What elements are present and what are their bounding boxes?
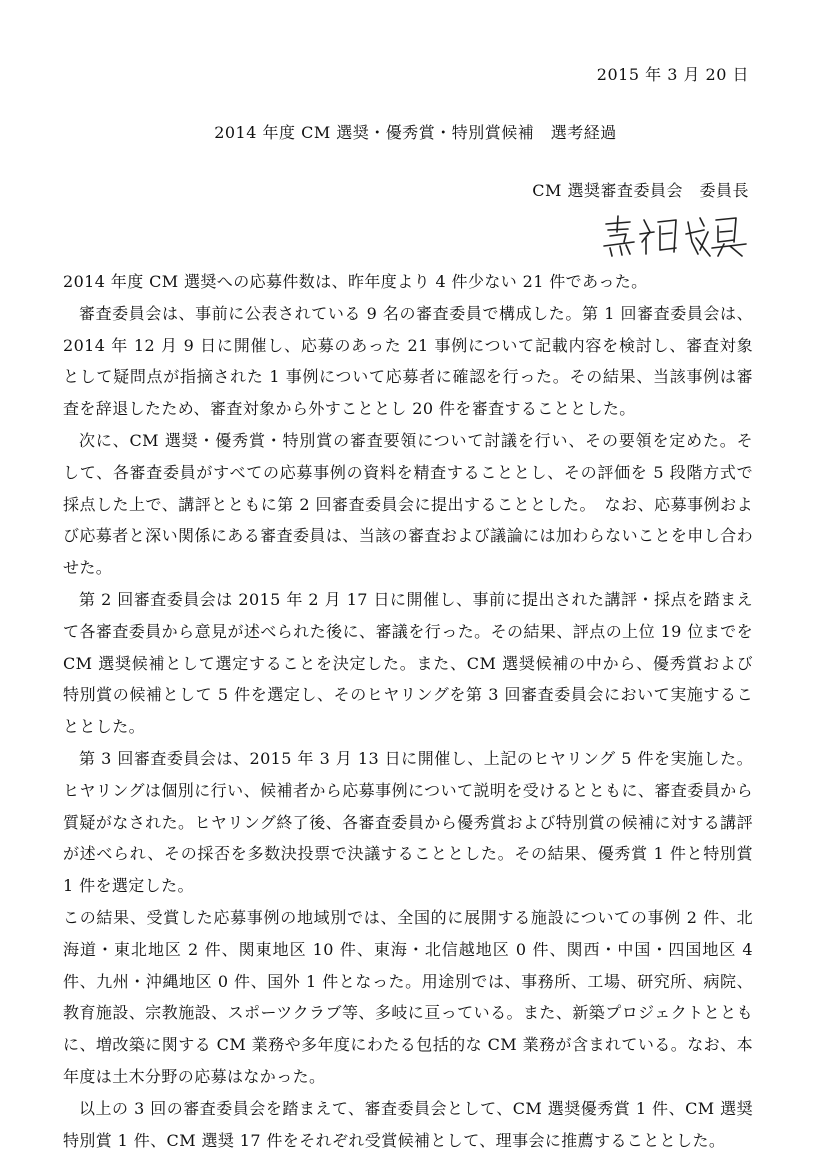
body-paragraph-5: 第 3 回審査委員会は、2015 年 3 月 13 日に開催し、上記のヒヤリング 5 件を実施した。ヒヤリングは個別に行い、候補者から応募事例について説明を受けるとともに、審査委員から質疑がなされた。ヒヤリング終了後、各審査委員から優秀賞および特別賞の候補に対する講評が述べられ、その採否を多数決投票で決議することとした。その結果、優秀賞 1 件と特別賞 1 件を選定した。 — [63, 748, 753, 896]
body-paragraph-2: 審査委員会は、事前に公表されている 9 名の審査委員で構成した。第 1 回審査委員会は、2014 年 12 月 9 日に開催し、応募のあった 21 事例について記載内容を検討し、審査対象として疑問点が指摘された 1 事例について応募者に確認を行った。その結果、当該事例は審査を辞退したため、審査対象から外すこととし 20 件を審査することとした。 — [63, 303, 753, 419]
document-date: 2015 年 3 月 20 日 — [596, 65, 749, 84]
body-paragraph-1: 2014 年度 CM 選奨への応募件数は、昨年度より 4 件少ない 21 件であった。 — [63, 272, 648, 291]
document-author: CM 選奨審査委員会 委員長 — [532, 181, 749, 200]
body-paragraph-6: この結果、受賞した応募事例の地域別では、全国的に展開する施設についての事例 2 件、北海道・東北地区 2 件、関東地区 10 件、東海・北信越地区 0 件、関西・中国・四国地区 4 件、九州・沖縄地区 0 件、国外 1 件となった。用途別では、事務所、工場、研究所、病院、教育施設、宗教施設、スポーツクラブ等、多岐に亘っている。また、新築プロジェクトとともに、増改築に関する CM 業務や多年度にわたる包括的な CM 業務が含まれている。なお、本年度は土木分野の応募はなかった。 — [63, 907, 753, 1086]
document-title: 2014 年度 CM 選奨・優秀賞・特別賞候補 選考経過 — [214, 123, 617, 142]
handwritten-signature — [600, 212, 750, 258]
document-body — [63, 266, 753, 1156]
body-paragraph-4: 第 2 回審査委員会は 2015 年 2 月 17 日に開催し、事前に提出された講評・採点を踏まえて各審査委員から意見が述べられた後に、審議を行った。その結果、評点の上位 19 位までを CM 選奨候補として選定することを決定した。また、CM 選奨候補の中から、優秀賞および特別賞の候補として 5 件を選定し、そのヒヤリングを第 3 回審査委員会において実施することとした。 — [63, 589, 753, 737]
body-paragraph-7: 以上の 3 回の審査委員会を踏まえて、審査委員会として、CM 選奨優秀賞 1 件、CM 選奨特別賞 1 件、CM 選奨 17 件をそれぞれ受賞候補として、理事会に推薦することとした。 — [63, 1098, 753, 1150]
body-paragraph-3: 次に、CM 選奨・優秀賞・特別賞の審査要領について討議を行い、その要領を定めた。そして、各審査委員がすべての応募事例の資料を精査することとし、その評価を 5 段階方式で採点した上で、講評とともに第 2 回審査委員会に提出することとした。 なお、応募事例および応募者と深い関係にある審査委員は、当該の審査および議論には加わらないことを申し合わせた。 — [63, 430, 753, 578]
